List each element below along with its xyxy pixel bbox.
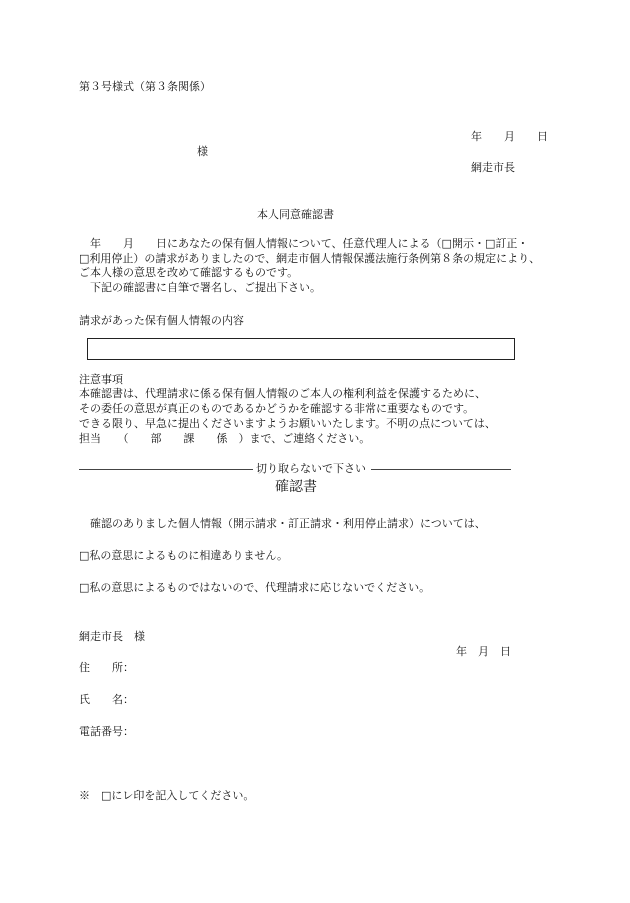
notice-body-line: ご本人様の意思を改めて確認するものです。	[79, 266, 299, 279]
requested-info-label: 請求があった保有個人情報の内容	[79, 314, 244, 327]
address-label: 住 所：	[79, 661, 134, 674]
header-date: 年 月 日	[471, 130, 548, 143]
confirmation-addressee: 網走市長 様	[79, 630, 145, 643]
name-label: 氏 名：	[79, 693, 134, 706]
caution-line: 担当 （ 部 課 係 ）まで、ご連絡ください。	[79, 432, 371, 445]
issuer: 網走市長	[471, 161, 515, 174]
notice-body-line: 年 月 日にあなたの保有個人情報について、任意代理人による（□開示・□訂正・	[79, 237, 529, 250]
notice-title: 本人同意確認書	[257, 208, 334, 221]
footnote: ※ □にレ印を記入してください。	[79, 789, 255, 802]
requested-info-box[interactable]	[87, 338, 515, 360]
form-label: 第３号様式（第３条関係）	[79, 80, 211, 93]
cut-line-text: 切り取らないで下さい	[256, 462, 366, 475]
addressee-suffix: 様	[197, 145, 208, 158]
confirmation-date: 年 月 日	[456, 645, 511, 658]
caution-line: その委任の意思が真正のものであるかどうかを確認する非常に重要なものです。	[79, 402, 475, 415]
notice-body-line: □利用停止）の請求がありましたので、網走市個人情報保護法施行条例第８条の規定により、	[79, 252, 541, 265]
confirmation-title: 確認書	[275, 479, 317, 495]
caution-line: 本確認書は、代理請求に係る保有個人情報のご本人の権利利益を保護するために、	[79, 387, 486, 400]
caution-title: 注意事項	[79, 373, 123, 386]
phone-label: 電話番号：	[79, 725, 134, 738]
option-decline[interactable]: □私の意思によるものではないので、代理請求に応じないでください。	[79, 581, 431, 594]
cut-line-right	[371, 469, 511, 470]
option-consent[interactable]: □私の意思によるものに相違ありません。	[79, 549, 289, 562]
caution-line: できる限り、早急に提出くださいますようお願いいたします。不明の点については、	[79, 417, 496, 430]
notice-body-line: 下記の確認書に自筆で署名し、ご提出下さい。	[79, 281, 321, 294]
cut-line-left	[79, 469, 253, 470]
confirmation-intro: 確認のありました個人情報（開示請求・訂正請求・利用停止請求）については、	[79, 517, 486, 530]
